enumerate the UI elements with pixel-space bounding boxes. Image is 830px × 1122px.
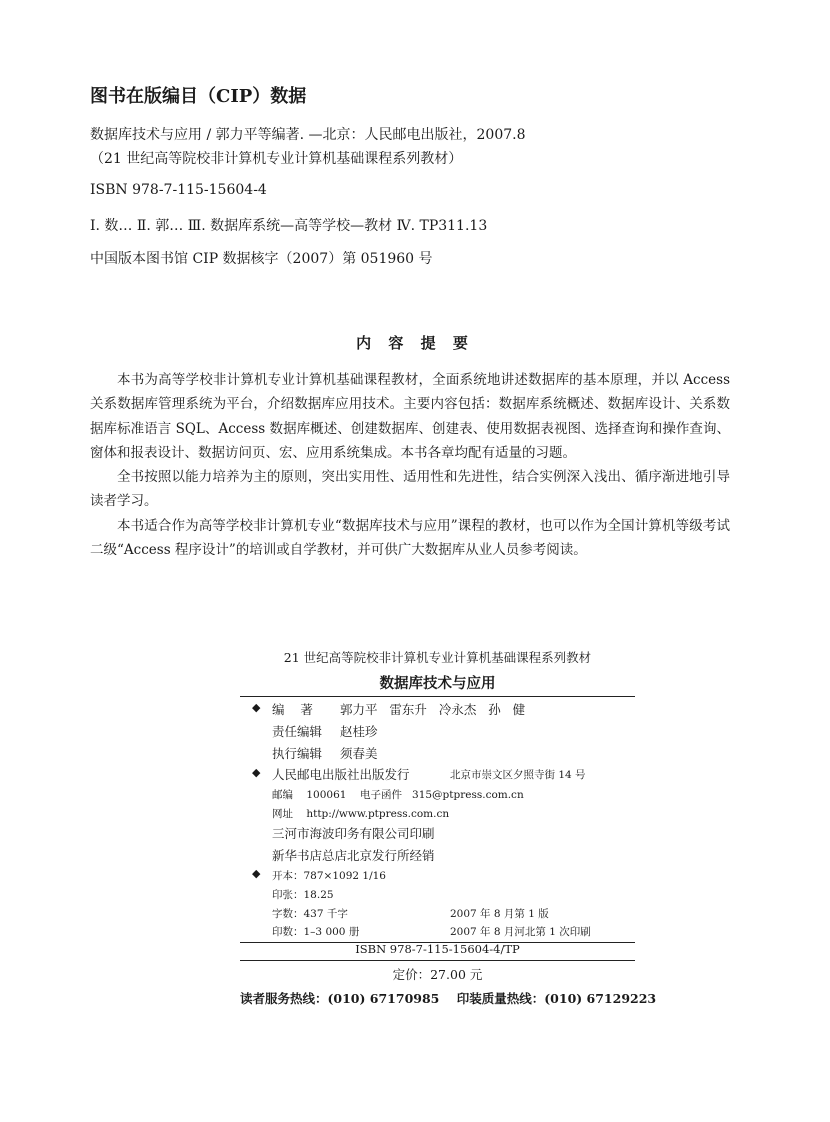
format: 开本：787×1092 1/16 — [272, 870, 386, 882]
email: 电子函件 315@ptpress.com.cn — [360, 789, 524, 801]
cip-classification: Ⅰ. 数… Ⅱ. 郭… Ⅲ. 数据库系统—高等学校—教材 Ⅳ. TP311.13 — [90, 218, 488, 234]
publisher: 人民邮电出版社出版发行 — [272, 767, 410, 782]
cip-book-info: 数据库技术与应用 / 郭力平等编著. —北京：人民邮电出版社，2007.8 — [90, 127, 526, 143]
summary-body — [90, 368, 730, 562]
exec-editor-label: 执行编辑 — [272, 746, 323, 761]
cip-series: （21 世纪高等院校非计算机专业计算机基础课程系列教材） — [90, 151, 463, 167]
colophon-book-title: 数据库技术与应用 — [379, 675, 496, 692]
authors-label: 编 著 — [272, 702, 313, 717]
authors: 郭力平 雷东升 冷永杰 孙 健 — [340, 702, 526, 717]
print-count: 印数：1–3 000 册 — [272, 926, 360, 938]
postcode: 邮编 100061 — [272, 789, 347, 801]
diamond-bullet: ◆ — [252, 766, 261, 779]
cip-title: 图书在版编目（CIP）数据 — [90, 86, 307, 107]
distributor: 新华书店总店北京发行所经销 — [272, 848, 435, 863]
colophon — [240, 648, 657, 1006]
words: 字数：437 千字 — [272, 908, 348, 920]
website: 网址 http://www.ptpress.com.cn — [272, 808, 450, 820]
editor: 赵桂珍 — [340, 724, 378, 739]
printing: 2007 年 8 月河北第 1 次印刷 — [450, 926, 591, 938]
colophon-bottom-rule — [240, 960, 635, 961]
diamond-bullet: ◆ — [252, 867, 261, 880]
colophon-top-rule — [240, 696, 635, 697]
editor-label: 责任编辑 — [272, 724, 323, 739]
hotline: 读者服务热线：(010) 67170985 印装质量热线：(010) 67129223 — [240, 991, 657, 1006]
publisher-address: 北京市崇文区夕照寺街 14 号 — [450, 769, 586, 781]
cip-isbn: ISBN 978-7-115-15604-4 — [90, 182, 267, 198]
price: 定价：27.00 元 — [392, 967, 483, 982]
edition: 2007 年 8 月第 1 版 — [450, 908, 549, 920]
exec-editor: 须春美 — [340, 746, 378, 761]
cip-verification: 中国版本图书馆 CIP 数据核字（2007）第 051960 号 — [90, 251, 433, 267]
summary-title: 内 容 提 要 — [356, 334, 474, 352]
printer: 三河市海波印务有限公司印刷 — [272, 826, 435, 841]
sheets: 印张：18.25 — [272, 889, 334, 901]
summary-paragraph: 本书适合作为高等学校非计算机专业“数据库技术与应用”课程的教材，也可以作为全国计算机等级考试二级“Access 程序设计”的培训或自学教材，并可供广大数据库从业人员参考阅读。 — [90, 517, 730, 559]
colophon-series: 21 世纪高等院校非计算机专业计算机基础课程系列教材 — [283, 650, 592, 665]
colophon-isbn: ISBN 978-7-115-15604-4/TP — [355, 942, 520, 956]
diamond-bullet: ◆ — [252, 701, 261, 714]
summary-paragraph: 本书为高等学校非计算机专业计算机基础课程教材，全面系统地讲述数据库的基本原理，并以 Access 关系数据库管理系统为平台，介绍数据库应用技术。主要内容包括：数据库系统概述、数据库设计、关系数据库标准语言 SQL、Access 数据库概述、创建数据库、创建表、使用数据表视图、选择查询和操作查询、窗体和报表设计、数据访问页、宏、应用系统集成。本书各章均配有适量的习题。 — [90, 372, 730, 461]
summary-paragraph: 全书按照以能力培养为主的原则，突出实用性、适用性和先进性，结合实例深入浅出、循序渐进地引导读者学习。 — [90, 469, 730, 510]
